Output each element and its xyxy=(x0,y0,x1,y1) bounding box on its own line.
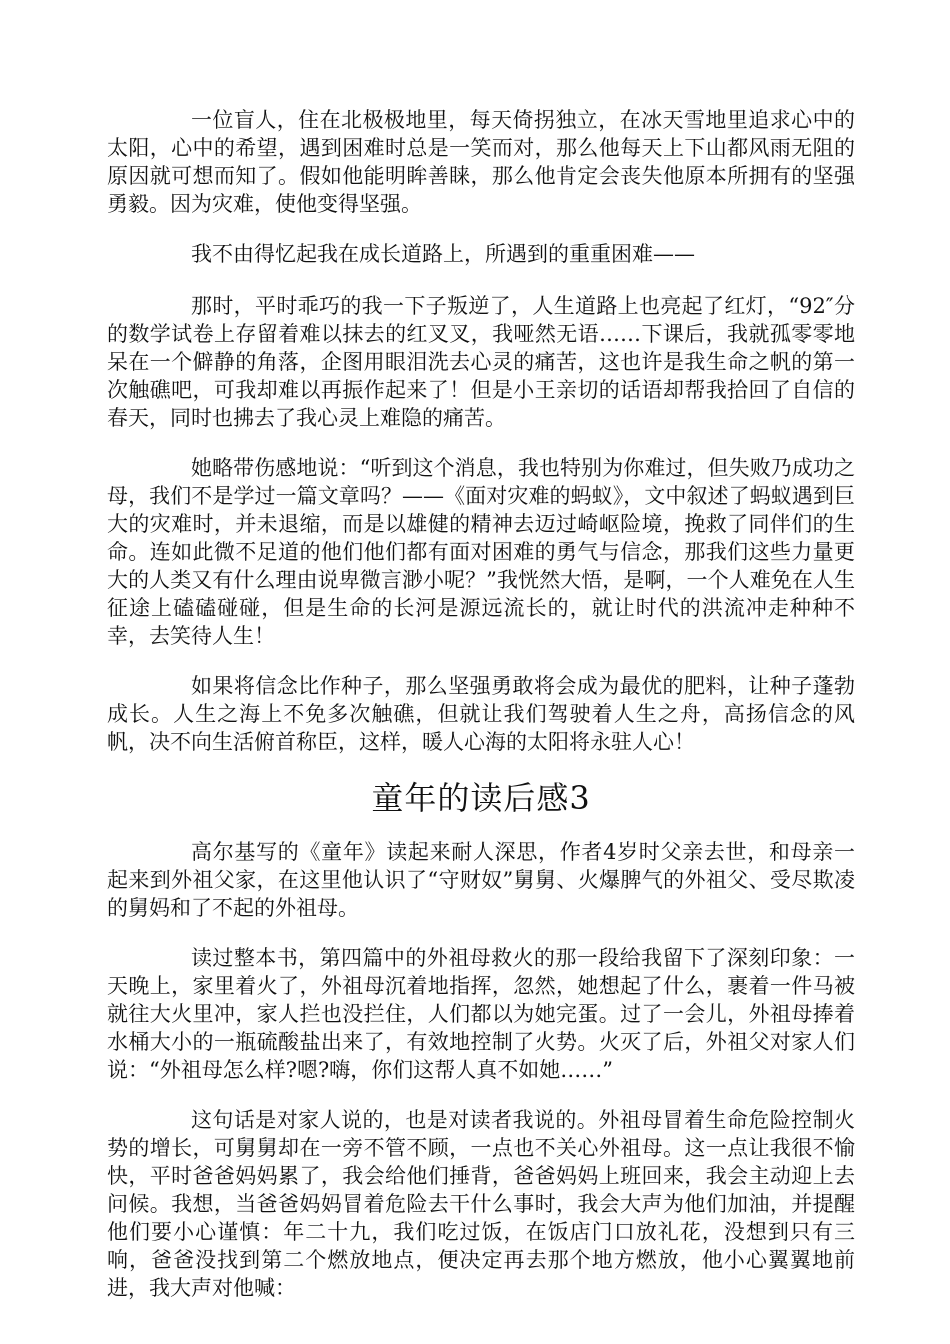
paragraph-grandmother-fire: 读过整本书，第四篇中的外祖母救火的那一段给我留下了深刻印象：一天晚上，家里着火了，外祖母沉着地指挥，忽然，她想起了什么，裹着一件马被就往大火里冲，家人拦也没拦住，人们都以为她完蛋。过了一会儿，外祖母捧着水桶大小的一瓶硫酸盐出来了，有效地控制了火势。火灭了后，外祖父对家人们说：“外祖母怎么样?嗯?嗨，你们这帮人真不如她……” xyxy=(107,946,855,1082)
paragraph-reflection: 这句话是对家人说的，也是对读者我说的。外祖母冒着生命危险控制火势的增长，可舅舅却在一旁不管不顾，一点也不关心外祖母。这一点让我很不愉快，平时爸爸妈妈累了，我会给他们捶背，爸爸妈妈上班回来，我会主动迎上去问候。我想，当爸爸妈妈冒着危险去干什么事时，我会大声为他们加油，并提醒他们要小心谨慎：年二十九，我们吃过饭，在饭店门口放礼花，没想到只有三响，爸爸没找到第二个燃放地点，便决定再去那个地方燃放，他小心翼翼地前进，我大声对他喊： xyxy=(107,1108,855,1300)
paragraph-recall-difficulties: 我不由得忆起我在成长道路上，所遇到的重重困难—— xyxy=(191,242,695,266)
paragraph-childhood-intro: 高尔基写的《童年》读起来耐人深思，作者4岁时父亲去世，和母亲一起来到外祖父家，在这里他认识了“守财奴”舅舅、火爆脾气的外祖父、受尽欺凌的舅妈和了不起的外祖母。 xyxy=(107,840,855,920)
paragraph-friend-encouragement: 她略带伤感地说：“听到这个消息，我也特别为你难过，但失败乃成功之母，我们不是学过一篇文章吗？——《面对灾难的蚂蚁》，文中叙述了蚂蚁遇到巨大的灾难时，并未退缩，而是以雄健的精神去迈过崎岖险境，挽救了同伴们的生命。连如此微不足道的他们他们都有面对困难的勇气与信念，那我们这些力量更大的人类又有什么理由说卑微言渺小呢？”我恍然大悟，是啊，一个人难免在人生征途上磕磕碰碰，但是生命的长河是源远流长的，就让时代的洪流冲走种种不幸，去笑待人生！ xyxy=(107,456,855,648)
document-body xyxy=(107,106,855,1324)
paragraph-math-test: 那时，平时乖巧的我一下子叛逆了，人生道路上也亮起了红灯，“92″分的数学试卷上存留着难以抹去的红叉叉，我哑然无语……下课后，我就孤零零地呆在一个僻静的角落，企图用眼泪洗去心灵的痛苦，这也许是我生命之帆的第一次触礁吧，可我却难以再振作起来了！但是小王亲切的话语却帮我拾回了自信的春天，同时也拂去了我心灵上难隐的痛苦。 xyxy=(107,294,855,430)
section-heading: 童年的读后感3 xyxy=(371,779,591,817)
paragraph-belief-seed: 如果将信念比作种子，那么坚强勇敢将会成为最优的肥料，让种子蓬勃成长。人生之海上不免多次触礁，但就让我们驾驶着人生之舟，高扬信念的风帆，决不向生活俯首称臣，这样，暖人心海的太阳将永驻人心！ xyxy=(107,674,855,754)
paragraph-blind-man: 一位盲人，住在北极极地里，每天倚拐独立，在冰天雪地里追求心中的太阳，心中的希望，遇到困难时总是一笑而对，那么他每天上下山都风雨无阻的原因就可想而知了。假如他能明眸善睐，那么他肯定会丧失他原本所拥有的坚强勇毅。因为灾难，使他变得坚强。 xyxy=(107,108,855,216)
